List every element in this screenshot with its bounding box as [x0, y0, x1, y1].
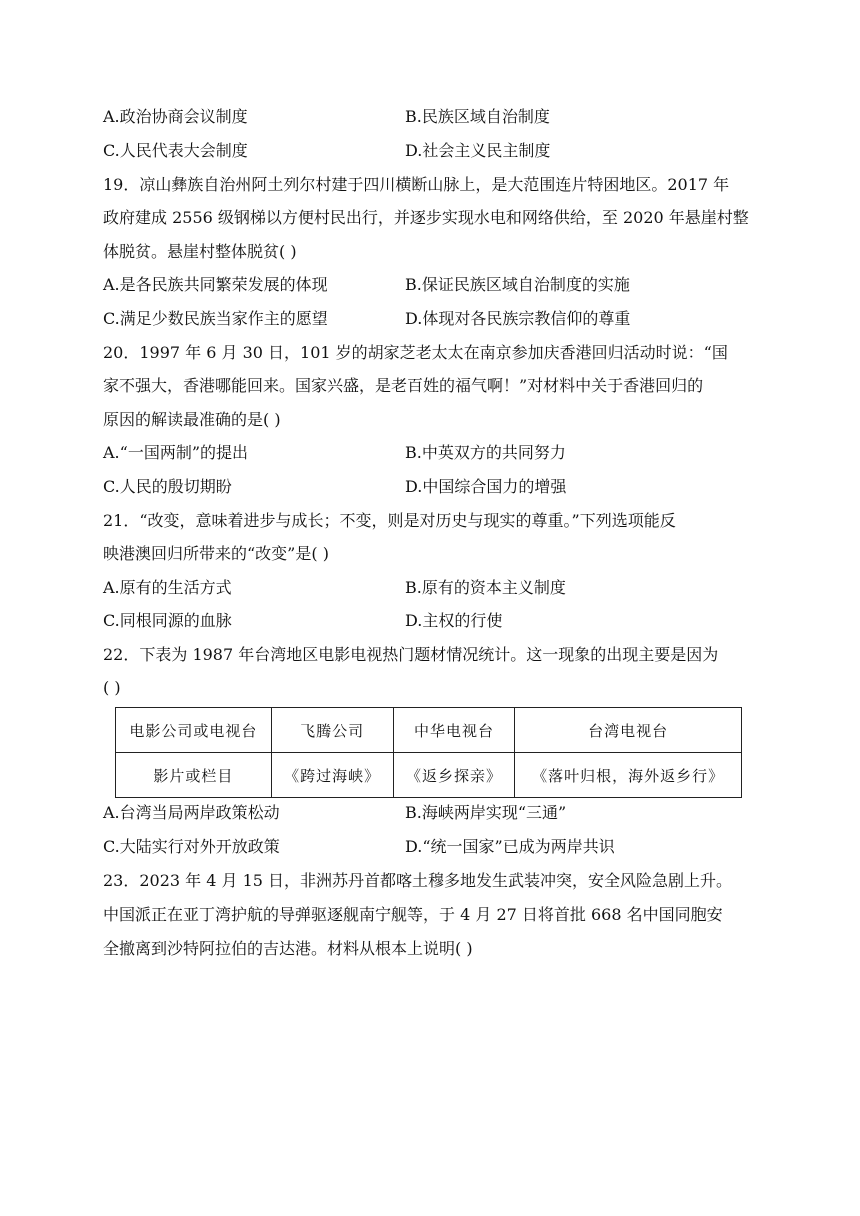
q20-option-b: B.中英双方的共同努力 [405, 443, 566, 462]
q20-stem-line-2: 家不强大，香港哪能回来。国家兴盛，是老百姓的福气啊！”对材料中关于香港回归的 [103, 376, 704, 395]
table-cell: 飞腾公司 [271, 708, 393, 753]
q22-stem-line-2: ( ) [103, 678, 121, 697]
q19-stem-line-1: 19．凉山彝族自治州阿土列尔村建于四川横断山脉上，是大范围连片特困地区。2017 年 [103, 175, 730, 194]
q18-option-c: C.人民代表大会制度 [103, 141, 248, 160]
q18-option-a: A.政治协商会议制度 [103, 107, 248, 126]
q21-stem-line-2: 映港澳回归所带来的“改变”是( ) [103, 544, 329, 563]
q18-option-b: B.民族区域自治制度 [405, 107, 550, 126]
q22-stem-line-1: 22．下表为 1987 年台湾地区电影电视热门题材情况统计。这一现象的出现主要是因为 [103, 645, 719, 664]
q22-option-d: D.“统一国家”已成为两岸共识 [405, 837, 615, 856]
q22-data-table [115, 707, 742, 798]
q23-stem-line-2: 中国派正在亚丁湾护航的导弹驱逐舰南宁舰等，于 4 月 27 日将首批 668 名中国同胞安 [103, 905, 723, 924]
q20-stem-line-3: 原因的解读最准确的是( ) [103, 410, 281, 429]
q21-option-c: C.同根同源的血脉 [103, 611, 232, 630]
table-cell: 台湾电视台 [515, 708, 742, 753]
q19-option-b: B.保证民族区域自治制度的实施 [405, 275, 630, 294]
q21-option-d: D.主权的行使 [405, 611, 503, 630]
q20-stem-line-1: 20．1997 年 6 月 30 日，101 岁的胡家芝老太太在南京参加庆香港回归活动时说：“国 [103, 343, 728, 362]
q19-option-a: A.是各民族共同繁荣发展的体现 [103, 275, 328, 294]
q19-option-d: D.体现对各民族宗教信仰的尊重 [405, 309, 631, 328]
q23-stem-line-3: 全撤离到沙特阿拉伯的吉达港。材料从根本上说明( ) [103, 939, 473, 958]
q21-option-b: B.原有的资本主义制度 [405, 578, 566, 597]
q20-option-c: C.人民的殷切期盼 [103, 477, 232, 496]
q22-option-c: C.大陆实行对外开放政策 [103, 837, 280, 856]
q20-option-d: D.中国综合国力的增强 [405, 477, 567, 496]
q22-option-b: B.海峡两岸实现“三通” [405, 803, 567, 822]
table-cell: 《落叶归根，海外返乡行》 [515, 753, 742, 798]
q20-option-a: A.“一国两制”的提出 [103, 443, 249, 462]
table-row [116, 708, 742, 753]
table-cell: 《返乡探亲》 [393, 753, 515, 798]
table-cell: 电影公司或电视台 [116, 708, 272, 753]
q19-option-c: C.满足少数民族当家作主的愿望 [103, 309, 328, 328]
q21-option-a: A.原有的生活方式 [103, 578, 232, 597]
table-row [116, 753, 742, 798]
q21-stem-line-1: 21．“改变，意味着进步与成长；不变，则是对历史与现实的尊重。”下列选项能反 [103, 511, 676, 530]
q22-option-a: A.台湾当局两岸政策松动 [103, 803, 280, 822]
table-cell: 《跨过海峡》 [271, 753, 393, 798]
table-cell: 中华电视台 [393, 708, 515, 753]
table-cell: 影片或栏目 [116, 753, 272, 798]
q18-option-d: D.社会主义民主制度 [405, 141, 551, 160]
q23-stem-line-1: 23．2023 年 4 月 15 日，非洲苏丹首都喀土穆多地发生武装冲突，安全风险急剧上升。 [103, 871, 733, 890]
q19-stem-line-2: 政府建成 2556 级钢梯以方便村民出行，并逐步实现水电和网络供给，至 2020 年悬崖村整 [103, 208, 749, 227]
q19-stem-line-3: 体脱贫。悬崖村整体脱贫( ) [103, 242, 297, 261]
